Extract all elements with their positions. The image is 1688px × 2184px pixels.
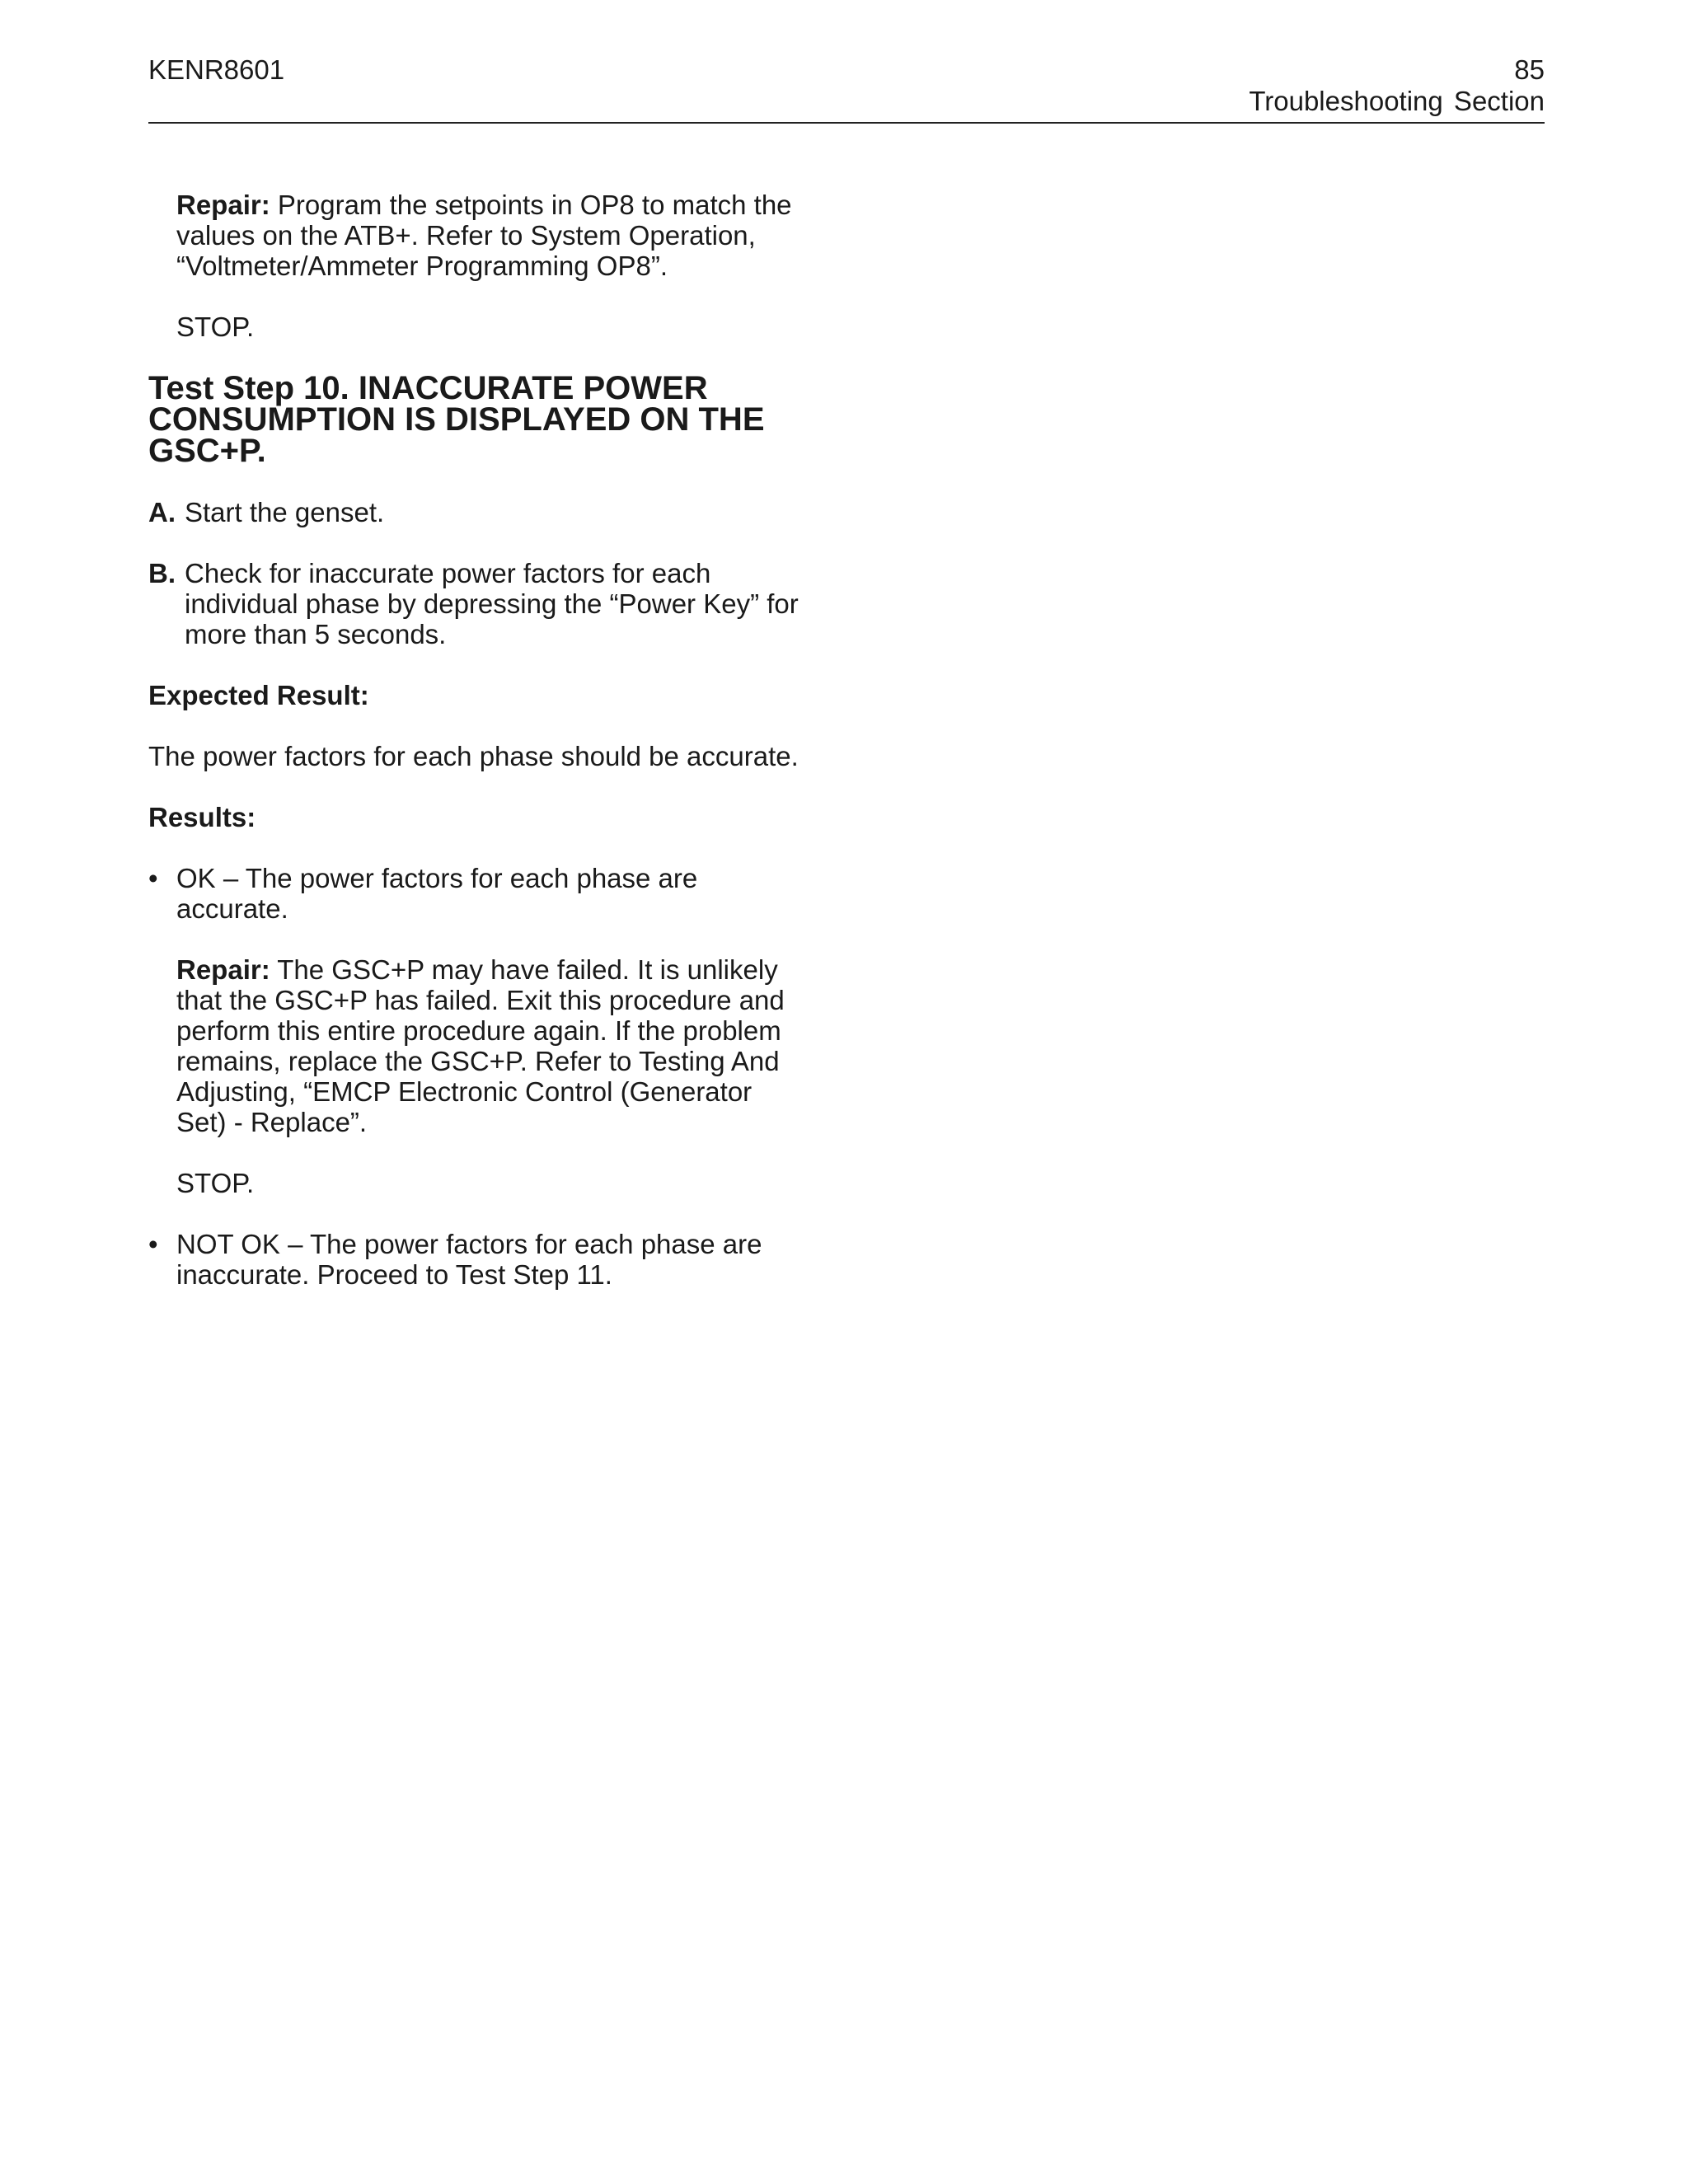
result-ok-row bbox=[148, 863, 808, 924]
result-ok bbox=[148, 863, 808, 1198]
expected-result-label: Expected Result: bbox=[148, 680, 369, 710]
step-text: Check for inaccurate power factors for each individual phase by depressing the “Power Key” for more than 5 seconds. bbox=[185, 558, 799, 649]
step-letter: B. bbox=[148, 558, 176, 588]
repair-text: Program the setpoints in OP8 to match the values on the ATB+. Refer to System Operation, “Voltmeter/Ammeter Programming OP8”. bbox=[176, 190, 792, 281]
step-text: Start the genset. bbox=[185, 497, 385, 527]
result-ok-details bbox=[176, 954, 808, 1198]
result-not-ok bbox=[148, 1229, 808, 1290]
repair-paragraph bbox=[176, 954, 808, 1137]
result-not-ok-text: NOT OK – The power factors for each phase are inaccurate. Proceed to Test Step 11. bbox=[176, 1229, 762, 1290]
stop-text: STOP. bbox=[176, 1168, 255, 1198]
document-id: KENR8601 bbox=[148, 54, 285, 85]
bullet-icon: • bbox=[148, 1229, 158, 1259]
section-name: Troubleshooting Section bbox=[1249, 86, 1545, 116]
repair-paragraph bbox=[176, 190, 808, 281]
step-a bbox=[148, 497, 808, 527]
step-letter: A. bbox=[148, 497, 176, 527]
expected-result-text: The power factors for each phase should be accurate. bbox=[148, 741, 799, 771]
repair-label: Repair: bbox=[176, 954, 270, 985]
page-header bbox=[148, 54, 1545, 124]
step-b bbox=[148, 558, 808, 649]
page-number: 85 bbox=[1514, 54, 1545, 85]
stop-text: STOP. bbox=[176, 312, 255, 342]
bullet-icon: • bbox=[148, 863, 158, 893]
repair-label: Repair: bbox=[176, 190, 270, 220]
repair-text: The GSC+P may have failed. It is unlikely that the GSC+P has failed. Exit this procedure and perform this entire procedure again. If the problem remains, replace the GSC+P. Refer to Testing And Adjusting, “EMCP Electronic Control (Generator Set) - Replace”. bbox=[176, 954, 785, 1137]
results-label: Results: bbox=[148, 802, 256, 832]
test-step-heading: Test Step 10. INACCURATE POWER CONSUMPTION IS DISPLAYED ON THE GSC+P. bbox=[148, 370, 765, 469]
result-ok-text: OK – The power factors for each phase are accurate. bbox=[176, 863, 698, 924]
content-column bbox=[148, 190, 808, 1320]
